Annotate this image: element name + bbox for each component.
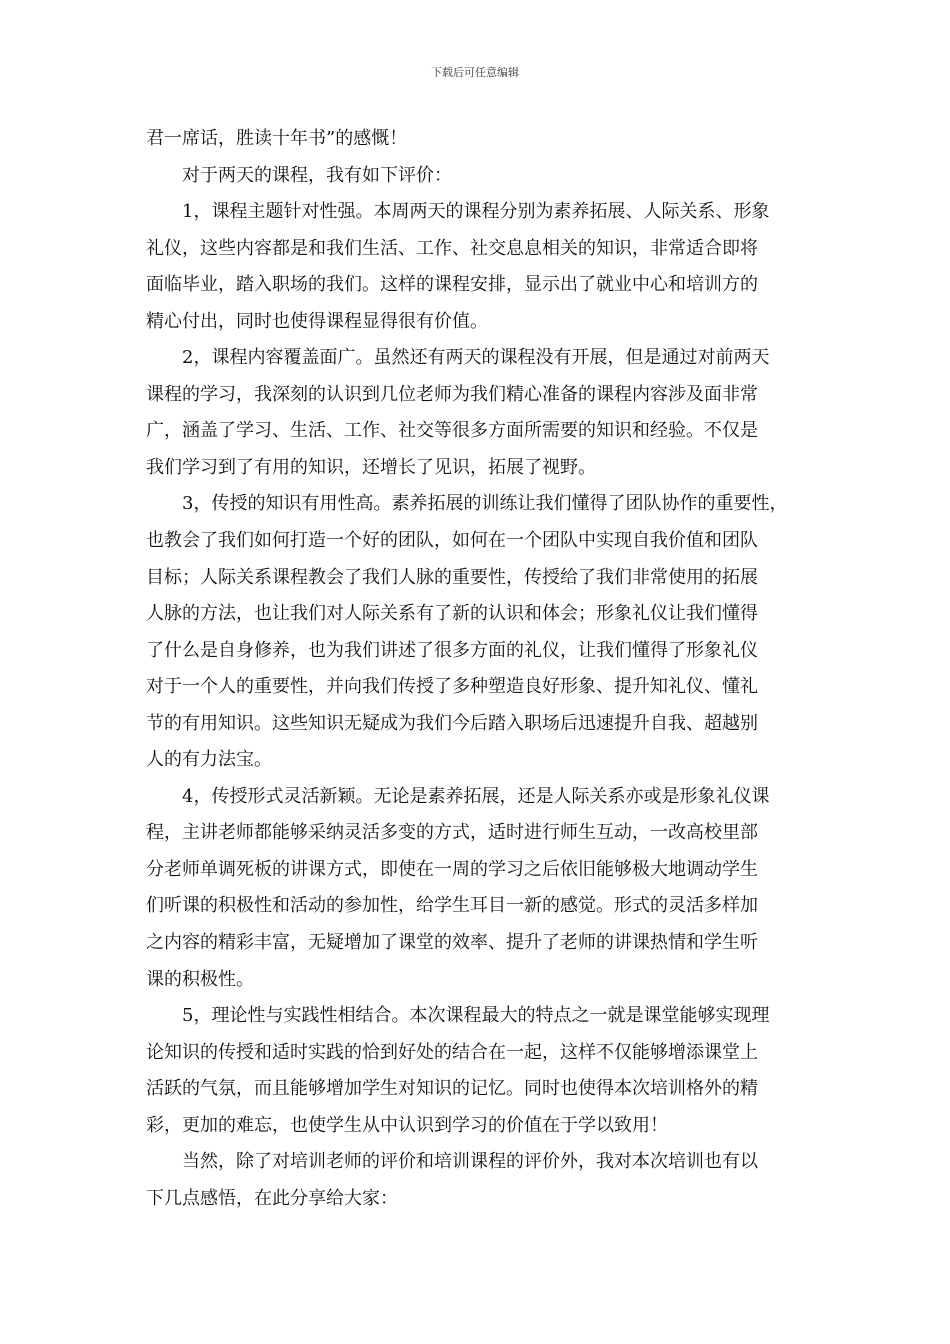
text-line: 3，传授的知识有用性高。素养拓展的训练让我们懂得了团队协作的重要性， <box>182 493 788 515</box>
text-line: 程，主讲老师都能够采纳灵活多变的方式，适时进行师生互动，一改高校里部 <box>146 822 758 844</box>
text-line: 当然，除了对培训老师的评价和培训课程的评价外，我对本次培训也有以 <box>182 1151 758 1173</box>
text-line: 2，课程内容覆盖面广。虽然还有两天的课程没有开展，但是通过对前两天 <box>182 347 770 369</box>
text-line: 之内容的精彩丰富，无疑增加了课堂的效率、提升了老师的讲课热情和学生听 <box>146 932 758 954</box>
text-line: 广，涵盖了学习、生活、工作、社交等很多方面所需要的知识和经验。不仅是 <box>146 420 758 442</box>
text-line: 节的有用知识。这些知识无疑成为我们今后踏入职场后迅速提升自我、超越别 <box>146 712 758 734</box>
page-header: 下载后可任意编辑 <box>431 66 519 79</box>
text-line: 课程的学习，我深刻的认识到几位老师为我们精心准备的课程内容涉及面非常 <box>146 383 758 405</box>
text-line: 君一席话，胜读十年书”的感慨！ <box>146 128 408 149</box>
text-line: 对于两天的课程，我有如下评价： <box>182 164 452 186</box>
text-line: 我们学习到了有用的知识，还增长了见识，拓展了视野。 <box>146 456 596 478</box>
text-line: 彩，更加的难忘，也使学生从中认识到学习的价值在于学以致用！ <box>146 1114 668 1136</box>
text-line: 课的积极性。 <box>146 968 254 990</box>
text-line: 活跃的气氛，而且能够增加学生对知识的记忆。同时也使得本次培训格外的精 <box>146 1078 758 1100</box>
text-line: 们听课的积极性和活动的参加性，给学生耳目一新的感觉。形式的灵活多样加 <box>146 895 758 917</box>
text-line: 对于一个人的重要性，并向我们传授了多种塑造良好形象、提升知礼仪、懂礼 <box>146 676 758 698</box>
text-line: 也教会了我们如何打造一个好的团队，如何在一个团队中实现自我价值和团队 <box>146 530 758 552</box>
document-body <box>146 121 812 1217</box>
text-line: 分老师单调死板的讲课方式，即使在一周的学习之后依旧能够极大地调动学生 <box>146 858 758 880</box>
text-line: 礼仪，这些内容都是和我们生活、工作、社交息息相关的知识，非常适合即将 <box>146 237 758 259</box>
text-line: 面临毕业，踏入职场的我们。这样的课程安排，显示出了就业中心和培训方的 <box>146 274 758 296</box>
text-line: 4，传授形式灵活新颖。无论是素养拓展，还是人际关系亦或是形象礼仪课 <box>182 785 770 807</box>
text-line: 人的有力法宝。 <box>146 749 272 771</box>
text-line: 了什么是自身修养，也为我们讲述了很多方面的礼仪，让我们懂得了形象礼仪 <box>146 639 758 661</box>
text-line: 1，课程主题针对性强。本周两天的课程分别为素养拓展、人际关系、形象 <box>182 201 770 223</box>
text-line: 人脉的方法，也让我们对人际关系有了新的认识和体会；形象礼仪让我们懂得 <box>146 603 758 625</box>
text-line: 5，理论性与实践性相结合。本次课程最大的特点之一就是课堂能够实现理 <box>182 1005 770 1027</box>
text-line: 目标；人际关系课程教会了我们人脉的重要性，传授给了我们非常使用的拓展 <box>146 566 758 588</box>
text-line: 论知识的传授和适时实践的恰到好处的结合在一起，这样不仅能够增添课堂上 <box>146 1041 758 1063</box>
text-line: 精心付出，同时也使得课程显得很有价值。 <box>146 310 488 332</box>
text-line: 下几点感悟，在此分享给大家： <box>146 1187 398 1209</box>
